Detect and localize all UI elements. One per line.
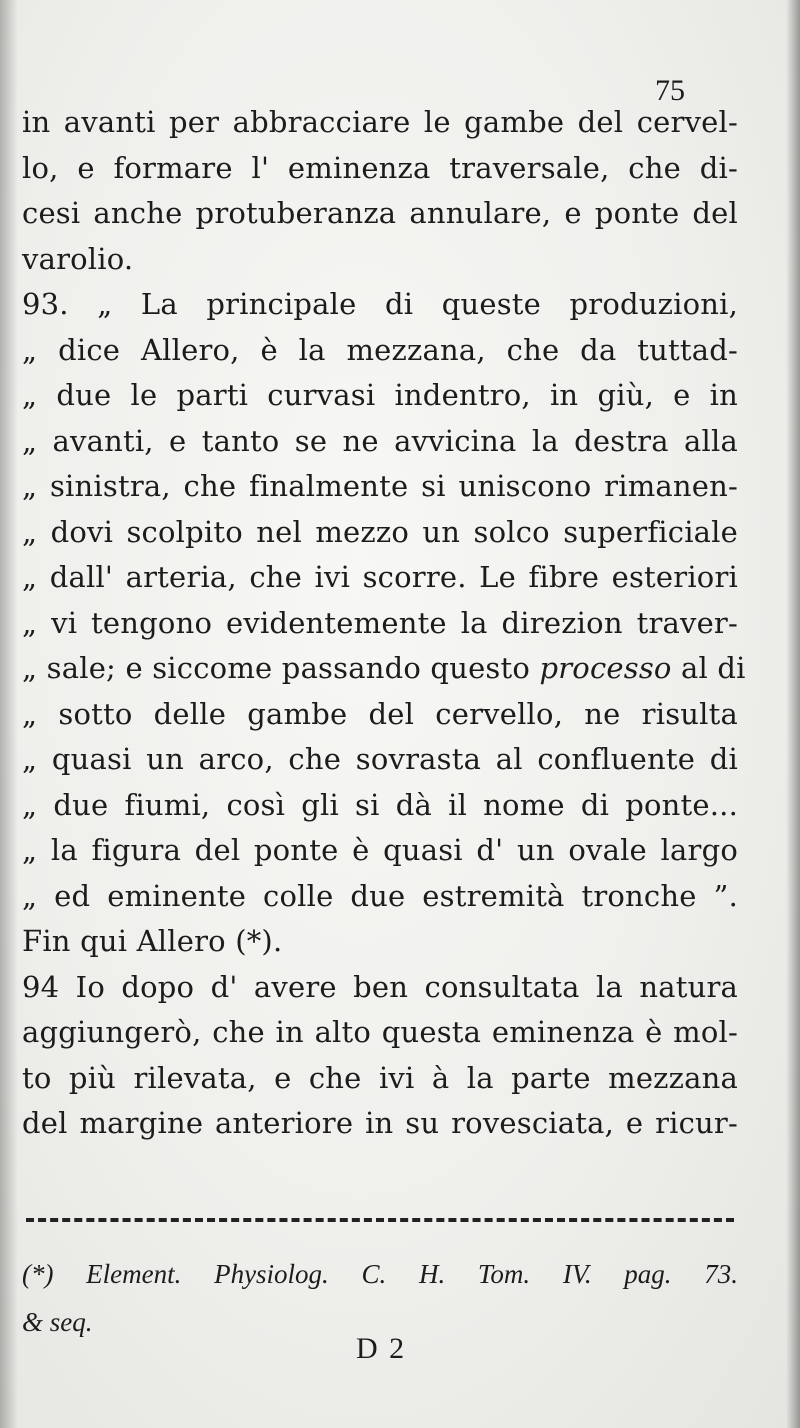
footnote-continuation: & seq. [22, 1307, 93, 1337]
text-line: to più rilevata, e che ivi à la parte mezzana [22, 1060, 738, 1095]
page-edge-shadow-right [786, 0, 800, 1428]
quoted-line-with-italic [22, 646, 746, 692]
quoted-line: „ due le parti curvasi indentro, in giù, e in [22, 378, 738, 412]
quoted-line: „ quasi un arco, che sovrasta al confluente di [22, 742, 738, 776]
footnote-divider [26, 1218, 734, 1222]
quoted-line: „ sinistra, che finalmente si uniscono rimanen- [22, 469, 738, 503]
quoted-line: „ avanti, e tanto se ne avvicina la destra alla [22, 423, 738, 458]
quoted-line: „ vi tengono evidentemente la direzion traver- [22, 605, 738, 640]
quoted-line: „ la figura del ponte è quasi d' un ovale largo [22, 833, 738, 867]
page-number: 75 [655, 74, 685, 107]
quoted-line-part: al di [681, 651, 746, 685]
quoted-line: „ ed eminente colle due estremità tronche ”. [22, 878, 738, 913]
paragraph-93-start: 93. „ La principale di queste produzioni, [22, 287, 738, 321]
quoted-line: „ dovi scolpito nel mezzo un solco superficiale [22, 514, 738, 549]
text-line: Fin qui Allero (*). [22, 924, 283, 958]
quoted-line: „ due fiumi, così gli si dà il nome di ponte... [22, 787, 738, 822]
page-edge-shadow-left [0, 0, 18, 1428]
text-line: aggiungerò, che in alto questa eminenza è mol- [22, 1015, 738, 1049]
quoted-line-part: „ sale; e siccome passando questo [22, 651, 531, 685]
footnote-line [22, 1250, 738, 1298]
quoted-line: „ dall' arteria, che ivi scorre. Le fibre esteriori [22, 560, 738, 594]
body-text [22, 100, 746, 1147]
signature-mark: D 2 [356, 1332, 407, 1365]
paragraph-94-start: 94 Io dopo d' avere ben consultata la natura [22, 969, 738, 1004]
text-line: in avanti per abbracciare le gambe del cervel- [22, 105, 738, 139]
text-line: cesi anche protuberanza annulare, e ponte del [22, 196, 738, 230]
italic-word: processo [539, 651, 672, 685]
quoted-line: „ dice Allero, è la mezzana, che da tuttad- [22, 332, 738, 367]
text-line: lo, e formare l' eminenza traversale, che di- [22, 150, 738, 185]
text-line: del margine anteriore in su rovesciata, e ricur- [22, 1106, 738, 1140]
footnote-citation: (*) Element. Physiolog. C. H. Tom. IV. pag. 73. [22, 1259, 738, 1289]
text-line: varolio. [22, 241, 134, 276]
quoted-line: „ sotto delle gambe del cervello, ne risulta [22, 696, 738, 731]
